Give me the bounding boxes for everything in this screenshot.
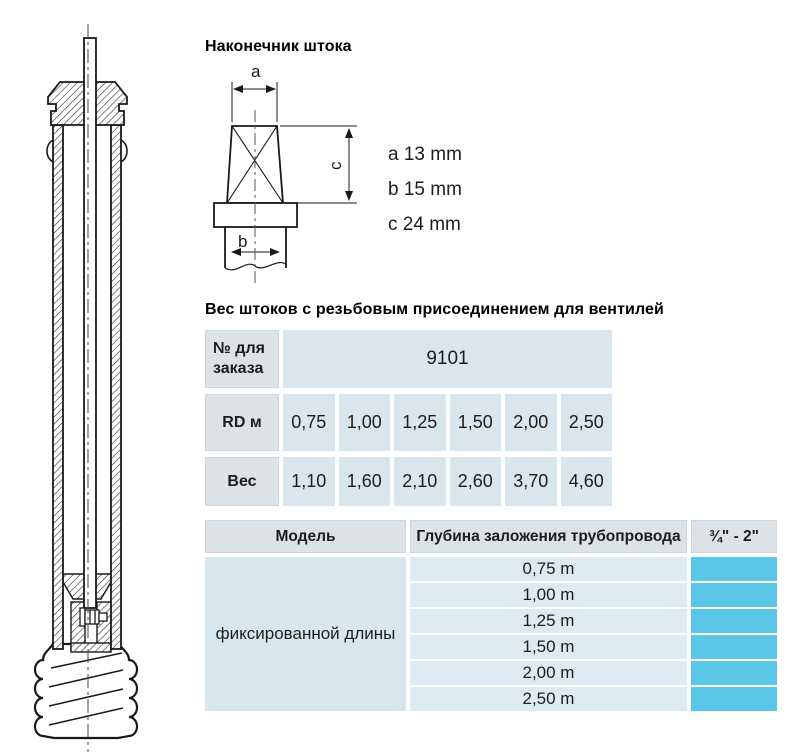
order-number-value: 9101 [283,330,612,388]
order-number-row [205,330,612,388]
tip-section-title: Наконечник штока [205,38,352,55]
rd-value-cell: 1,25 [394,394,446,451]
rd-value-cell: 2,00 [505,394,557,451]
size-cell [691,661,777,685]
model-table-header [205,520,778,553]
dim-a-value: a 13 mm [388,144,462,165]
depth-cell: 1,00 m [410,583,687,607]
dimension-c [280,126,357,203]
dim-label-c: c [326,161,345,170]
depth-cell: 0,75 m [410,557,687,581]
rd-label: RD м [205,394,279,451]
dim-c-value: c 24 mm [388,214,461,235]
rd-value-cell: 1,50 [450,394,502,451]
valve-stem-extension-drawing [18,0,168,756]
weight-value-cell: 1,60 [339,457,391,506]
depth-column-header: Глубина заложения трубопровода [410,520,687,553]
depth-cell: 2,50 m [410,687,687,711]
weight-label: Вес [205,457,279,506]
size-cell [691,635,777,659]
weight-value-cell: 1,10 [283,457,335,506]
size-cell [691,687,777,711]
dim-b-value: b 15 mm [388,179,462,200]
size-column-header: ¾" - 2" [691,520,777,553]
model-column-header: Модель [205,520,406,553]
weight-value-cell: 3,70 [505,457,557,506]
size-cell [691,557,777,581]
order-number-label: № для заказа [205,330,279,388]
rd-value-cell: 2,50 [561,394,613,451]
rd-row [205,394,612,451]
rd-value-cell: 0,75 [283,394,335,451]
depth-cell: 2,00 m [410,661,687,685]
corrugated-boot [35,644,137,738]
dim-label-b: b [238,232,248,251]
size-cell [691,609,777,633]
size-cell [691,583,777,607]
dimension-values [388,137,462,242]
weight-section-title: Вес штоков с резьбовым присоединением для вентилей [205,301,664,318]
dim-label-a: a [251,62,261,81]
spindle-rod [84,38,96,608]
model-table-body [205,557,778,711]
depth-cell: 1,25 m [410,609,687,633]
model-table [205,520,778,711]
stem-tip-detail-drawing [205,58,375,293]
model-value-cell: фиксированной длины [205,557,406,711]
depth-cell: 1,50 m [410,635,687,659]
weight-row [205,457,612,506]
weight-table [205,330,612,506]
weight-value-cell: 2,60 [450,457,502,506]
weight-value-cell: 2,10 [394,457,446,506]
weight-value-cell: 4,60 [561,457,613,506]
rd-value-cell: 1,00 [339,394,391,451]
